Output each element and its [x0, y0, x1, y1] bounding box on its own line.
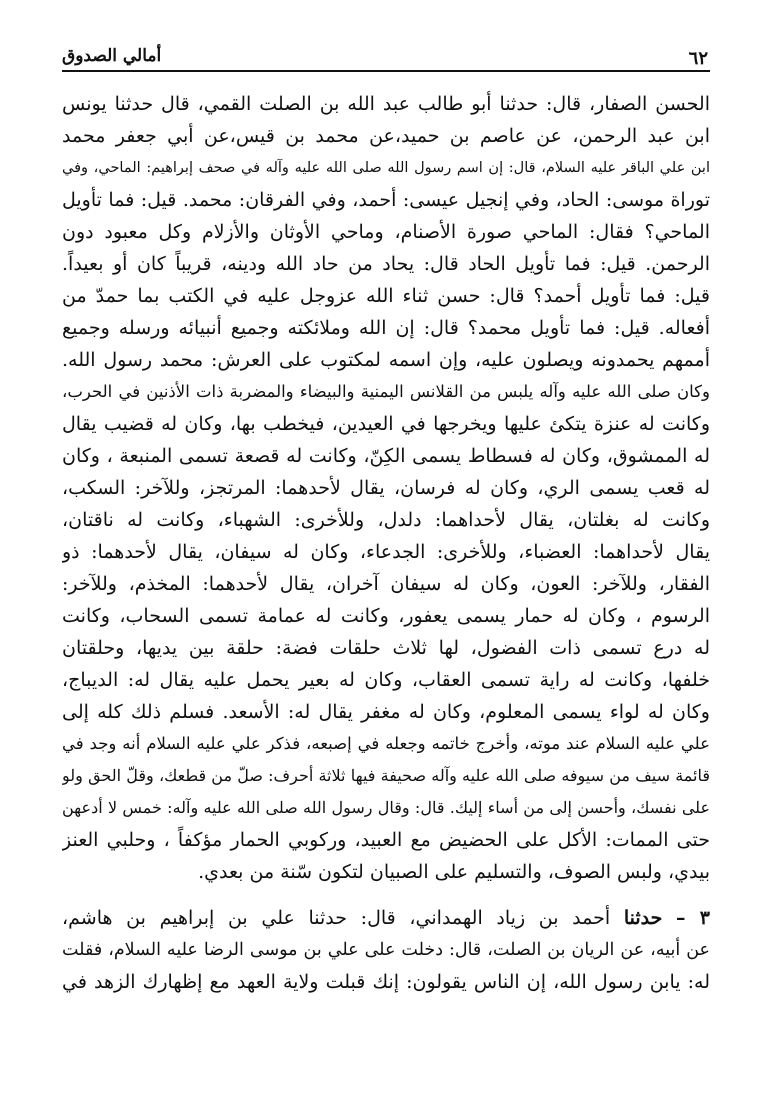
text-line: خلفها، وكانت له راية تسمى العقاب، وكان له بعير يحمل عليه يقال له: الديباج،	[62, 669, 710, 691]
text-line: أفعاله. قيل: فما تأويل محمد؟ قال: إن الله وملائكته وجميع أنبيائه ورسله وجميع	[62, 317, 710, 339]
hadith-lead-word: حدثنا	[623, 907, 663, 929]
text-line: وكانت له بغلتان، يقال لأحداهما: دلدل، وللأخرى: الشهباء، وكانت له ناقتان،	[62, 509, 710, 531]
page-number: ٦٢	[688, 48, 708, 69]
text-line: الماحي؟ فقال: الماحي صورة الأصنام، وماحي الأوثان والأزلام وكل معبود دون	[62, 221, 710, 243]
text-line: وكان له لواء يسمى المعلوم، وكان له مغفر يقال له: الأسعد. فسلم ذلك كله إلى	[62, 701, 710, 723]
hadith-first-line: أحمد بن زياد الهمداني، قال: حدثنا علي بن إبراهيم بن هاشم،	[62, 907, 611, 929]
paragraph-hadith-3	[62, 902, 710, 998]
text-line: يقال لأحداهما: العضباء، وللأخرى: الجدعاء، وكان له سيفان، يقال لأحدهما: ذو	[62, 541, 710, 563]
running-header	[62, 40, 710, 72]
text-line: وكانت له عنزة يتكئ عليها ويخرجها في العيدين، فيخطب بها، وكان له قضيب يقال	[62, 413, 710, 435]
text-line: على نفسك، وأحسن إلى من أساء إليك. قال: وقال رسول الله صلى الله عليه وآله: خمس لا أدعهن	[62, 798, 710, 817]
text-line: حتى الممات: الأكل على الحضيض مع العبيد، وركوبي الحمار مؤكفاً ، وحلبي العنز	[62, 829, 710, 851]
text-line: قائمة سيف من سيوفه صلى الله عليه وآله صحيفة فيها ثلاثة أحرف: صلّ من قطعك، وقلّ الحق ولو	[62, 766, 710, 785]
text-line: الحسن الصفار، قال: حدثنا أبو طالب عبد الله بن الصلت القمي، قال حدثنا يونس	[62, 93, 710, 115]
book-title: أمالي الصدوق	[62, 46, 162, 66]
text-line: الفقار، وللآخر: العون، وكان له سيفان آخران، يقال لأحدهما: المخذم، وللآخر:	[62, 573, 710, 595]
paragraph-hadith-2	[62, 88, 710, 888]
text-line: بيدي، ولبس الصوف، والتسليم على الصبيان لتكون سّنة من بعدي.	[198, 861, 710, 883]
text-line: قيل: فما تأويل أحمد؟ قال: حسن ثناء الله عزوجل عليه في الكتب بما حمدّ من	[62, 285, 710, 307]
hadith-number: ٣ –	[676, 907, 710, 929]
text-line: له: يابن رسول الله، إن الناس يقولون: إنك قبلت ولاية العهد مع إظهارك الزهد في	[62, 971, 710, 993]
paragraph-gap	[62, 888, 710, 902]
text-line: له درع تسمى ذات الفضول، لها ثلاث حلقات فضة: حلقة بين يديها، وحلقتان	[62, 637, 710, 659]
text-line: ابن عبد الرحمن، عن عاصم بن حميد،عن محمد بن قيس،عن أبي جعفر محمد	[62, 125, 710, 147]
text-line: له الممشوق، وكان له فسطاط يسمى الكِنّ، وكانت له قصعة تسمى المنبعة ، وكان	[62, 445, 710, 467]
text-line: الرسوم ، وكان له حمار يسمى يعفور، وكانت له عمامة تسمى السحاب، وكانت	[62, 605, 710, 627]
body-text	[62, 88, 710, 998]
text-line: ابن علي الباقر عليه السلام، قال: إن اسم رسول الله صلى الله عليه وآله في صحف إبراهيم: الماحي، وفي	[62, 160, 710, 176]
text-line: أممهم يحمدونه ويصلون عليه، وإن اسمه لمكتوب على العرش: محمد رسول الله.	[62, 349, 710, 371]
text-line	[62, 902, 710, 934]
text-line: وكان صلى الله عليه وآله يلبس من القلانس اليمنية والبيضاء والمضربة ذات الأذنين في الحرب،	[62, 382, 710, 401]
text-line: عن أبيه، عن الريان بن الصلت، قال: دخلت على علي بن موسى الرضا عليه السلام، فقلت	[62, 940, 710, 960]
text-line: له قعب يسمى الري، وكان له فرسان، يقال لأحدهما: المرتجز، وللآخر: السكب،	[62, 477, 710, 499]
text-line: توراة موسى: الحاد، وفي إنجيل عيسى: أحمد، وفي الفرقان: محمد. قيل: فما تأويل	[62, 189, 710, 211]
text-line: علي عليه السلام عند موته، وأخرج خاتمه وجعله في إصبعه، فذكر علي عليه السلام أنه وجد في	[62, 734, 710, 753]
text-line: الرحمن. قيل: فما تأويل الحاد قال: يحاد من حاد الله ودينه، قريباً كان أو بعيداً.	[62, 253, 710, 275]
